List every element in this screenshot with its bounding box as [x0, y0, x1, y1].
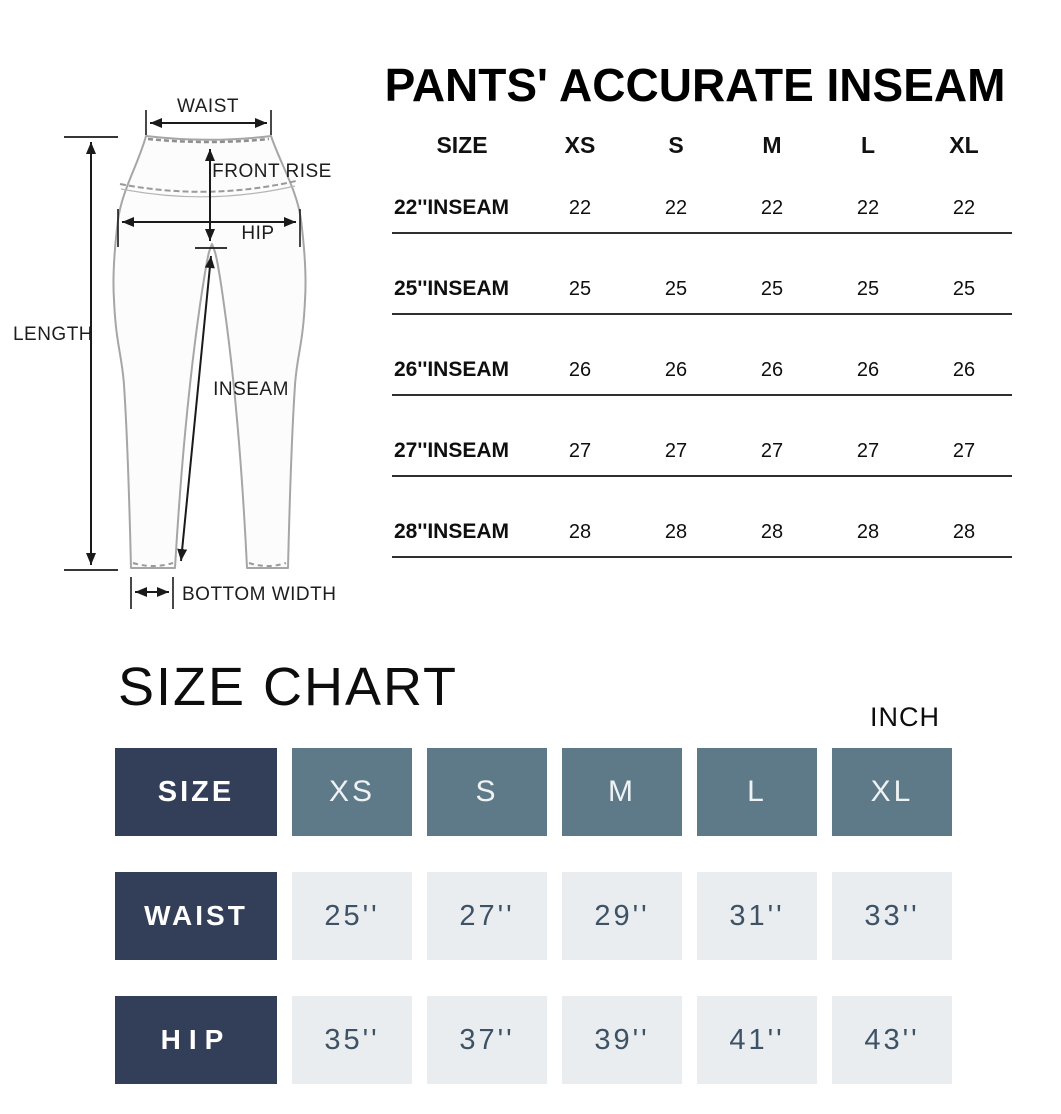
- inseam-row-25: [392, 234, 1012, 315]
- inseam-value-cell: 28: [568, 521, 592, 543]
- inseam-header-s: S: [668, 131, 684, 158]
- inseam-header-row: [392, 122, 1012, 168]
- inseam-row-26: [392, 315, 1012, 396]
- inseam-value-cell: 25: [952, 278, 976, 300]
- inseam-row-label: 25''INSEAM: [394, 277, 510, 300]
- size-chart-header-m: M: [562, 748, 682, 836]
- inseam-value-cell: 26: [664, 359, 688, 381]
- inseam-value-cell: 28: [952, 521, 976, 543]
- inseam-row-27: [392, 396, 1012, 477]
- pants-measurement-diagram: [0, 85, 360, 630]
- size-chart-header-xl: XL: [832, 748, 952, 836]
- inseam-table: [392, 122, 1012, 558]
- inseam-value-cell: 25: [856, 278, 880, 300]
- size-chart-waist-label: WAIST: [115, 872, 277, 960]
- inseam-value-cell: 22: [760, 197, 784, 219]
- waist-value-cell: 31'': [697, 872, 817, 960]
- inseam-value-cell: 25: [664, 278, 688, 300]
- inseam-value-cell: 25: [760, 278, 784, 300]
- inseam-row-label: 28''INSEAM: [394, 520, 510, 543]
- waist-value-cell: 33'': [832, 872, 952, 960]
- inseam-row-22: [392, 168, 1012, 234]
- size-chart-header-s: S: [427, 748, 547, 836]
- hip-value-cell: 35'': [292, 996, 412, 1084]
- inseam-value-cell: 27: [952, 440, 976, 462]
- size-chart-hip-label: HIP: [115, 996, 277, 1084]
- inseam-value-cell: 27: [568, 440, 592, 462]
- inseam-value-cell: 28: [664, 521, 688, 543]
- hip-label: HIP: [241, 223, 275, 244]
- waist-label: WAIST: [177, 96, 239, 117]
- hip-value-cell: 41'': [697, 996, 817, 1084]
- inseam-label: INSEAM: [213, 379, 289, 400]
- size-chart-title: SIZE CHART: [118, 657, 459, 717]
- inseam-row-label: 26''INSEAM: [394, 358, 510, 381]
- hip-value-cell: 43'': [832, 996, 952, 1084]
- inseam-row-28: [392, 477, 1012, 558]
- inseam-value-cell: 28: [760, 521, 784, 543]
- hip-value-cell: 39'': [562, 996, 682, 1084]
- inseam-value-cell: 27: [760, 440, 784, 462]
- inseam-header-size: SIZE: [436, 131, 488, 158]
- hip-value-cell: 37'': [427, 996, 547, 1084]
- bottom-width-label: BOTTOM WIDTH: [182, 584, 337, 605]
- size-chart-header-xs: XS: [292, 748, 412, 836]
- inseam-value-cell: 26: [856, 359, 880, 381]
- inch-unit-label: INCH: [870, 702, 940, 732]
- inseam-row-label: 27''INSEAM: [394, 439, 510, 462]
- inseam-value-cell: 26: [568, 359, 592, 381]
- size-chart-header-l: L: [697, 748, 817, 836]
- inseam-value-cell: 22: [568, 197, 592, 219]
- waist-value-cell: 25'': [292, 872, 412, 960]
- inseam-value-cell: 22: [664, 197, 688, 219]
- waist-value-cell: 29'': [562, 872, 682, 960]
- waist-value-cell: 27'': [427, 872, 547, 960]
- inseam-value-cell: 22: [952, 197, 976, 219]
- inseam-value-cell: 27: [856, 440, 880, 462]
- length-label: LENGTH: [12, 324, 94, 345]
- inseam-value-cell: 27: [664, 440, 688, 462]
- inseam-header-l: L: [860, 131, 876, 158]
- inseam-value-cell: 28: [856, 521, 880, 543]
- front-rise-label: FRONT RISE: [212, 161, 332, 182]
- inseam-value-cell: 25: [568, 278, 592, 300]
- inseam-header-xs: XS: [564, 131, 596, 158]
- inseam-table-title: PANTS' ACCURATE INSEAM: [384, 59, 1006, 111]
- inseam-row-label: 22''INSEAM: [394, 196, 510, 219]
- size-chart-header-size: SIZE: [115, 748, 277, 836]
- inseam-value-cell: 26: [952, 359, 976, 381]
- size-chart-table: [115, 748, 952, 1084]
- inseam-header-xl: XL: [949, 131, 979, 158]
- inseam-header-m: M: [762, 131, 782, 158]
- inseam-value-cell: 26: [760, 359, 784, 381]
- inseam-value-cell: 22: [856, 197, 880, 219]
